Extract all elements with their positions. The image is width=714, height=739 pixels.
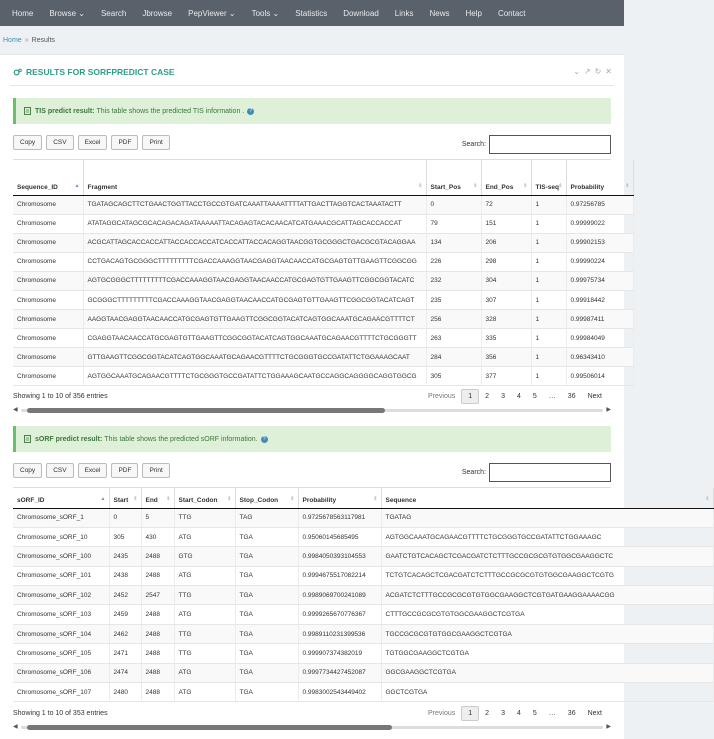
search-label: Search:: [461, 141, 486, 148]
column-header-label: Fragment: [87, 183, 118, 191]
nav-item[interactable]: Statistics: [295, 8, 328, 18]
table-cell: 0.9994675517082214: [298, 566, 381, 585]
sorf-pagination: [422, 706, 608, 721]
scroll-right-icon[interactable]: ▶: [606, 724, 611, 730]
table-cell: ACGCATTAGCACCACCATTACCACCACCATCACCATTACCACAGGTAACGGTGCGGGCTGACGCGTACAGGAA: [83, 233, 426, 252]
table-cell: ATG: [174, 566, 235, 585]
last-page-button[interactable]: 36: [567, 393, 576, 400]
table-cell: 0.99987411: [566, 310, 633, 329]
table-cell: 79: [426, 214, 481, 233]
table-row[interactable]: [13, 329, 633, 348]
page-button[interactable]: 4: [516, 710, 521, 717]
table-cell: 298: [481, 252, 531, 271]
table-cell: 0.96343410: [566, 348, 633, 367]
table-cell: 328: [481, 310, 531, 329]
file-icon: [24, 435, 31, 443]
table-cell: 0.9983002543449402: [298, 683, 381, 702]
table-row[interactable]: [13, 644, 713, 663]
table-cell: 1: [531, 195, 566, 214]
table-cell: 0.99999022: [566, 214, 633, 233]
column-header-label: Sequence_ID: [17, 183, 58, 191]
tis-table: [13, 159, 630, 385]
table-cell: 335: [481, 329, 531, 348]
table-cell: TGA: [235, 663, 298, 682]
table-cell: 2488: [141, 566, 174, 585]
table-cell: 5: [141, 508, 174, 527]
table-cell: 1: [531, 310, 566, 329]
panel-tools: [573, 67, 612, 76]
last-page-button[interactable]: 36: [567, 710, 576, 717]
page-button[interactable]: 5: [532, 393, 537, 400]
table-cell: 226: [426, 252, 481, 271]
sort-icon: ⇕: [418, 182, 423, 189]
column-header[interactable]: [174, 488, 235, 508]
sorf-alert-text: This table shows the predicted sORF information.: [104, 435, 258, 443]
page-button[interactable]: 2: [485, 393, 490, 400]
table-cell: TGA: [235, 547, 298, 566]
table-cell: TGA: [235, 683, 298, 702]
table-cell: 2480: [109, 683, 141, 702]
column-header[interactable]: [481, 160, 531, 195]
table-cell: 0.9989069700241089: [298, 586, 381, 605]
table-cell: Chromosome_sORF_101: [13, 566, 109, 585]
column-header[interactable]: [566, 160, 633, 195]
copy-button[interactable]: Copy: [13, 463, 42, 478]
tis-horizontal-scrollbar[interactable]: [13, 407, 611, 414]
table-cell: 256: [426, 310, 481, 329]
table-cell: 1: [531, 329, 566, 348]
nav-item[interactable]: Tools ⌄: [251, 8, 280, 18]
scroll-right-icon[interactable]: ▶: [606, 407, 611, 413]
table-row[interactable]: [13, 233, 633, 252]
table-cell: GTTGAAGTTCGGCGGTACATCAGTGGCAAATGCAGAACGTTTTCTGCGGGTGCCGATATTCTGGAAAGCAAT: [83, 348, 426, 367]
table-cell: 2459: [109, 605, 141, 624]
tis-table-info: Showing 1 to 10 of 356 entries: [13, 393, 108, 400]
pager-ellipsis: …: [548, 710, 556, 717]
help-icon[interactable]: ?: [249, 107, 253, 114]
title-divider: [10, 85, 614, 86]
sorf-alert-title: sORF predict result:: [35, 435, 103, 443]
table-cell: 0: [109, 508, 141, 527]
table-cell: Chromosome: [13, 214, 83, 233]
table-cell: TGCCGCGCGTGTGGCGAAGGCTCGTGA: [381, 624, 713, 643]
sort-icon: ⇕: [558, 182, 563, 189]
table-cell: Chromosome: [13, 310, 83, 329]
table-row[interactable]: [13, 527, 713, 546]
table-cell: ATG: [174, 527, 235, 546]
table-cell: 305: [426, 367, 481, 386]
table-row[interactable]: [13, 271, 633, 290]
table-cell: CGAGGTAACAACCATGCGAGTGTTGAAGTTCGGCGGTACATCAGTGGCAAATGCAGAACGTTTTCTGCGGGTT: [83, 329, 426, 348]
table-cell: Chromosome: [13, 271, 83, 290]
table-cell: Chromosome_sORF_107: [13, 683, 109, 702]
table-cell: TAG: [235, 508, 298, 527]
nav-item[interactable]: Home: [12, 8, 34, 18]
column-header[interactable]: [531, 160, 566, 195]
table-row[interactable]: [13, 348, 633, 367]
column-header[interactable]: [83, 160, 426, 195]
file-icon: [24, 107, 31, 115]
table-cell: 2488: [141, 624, 174, 643]
table-cell: TCTGTCACAGCTCGACGATCTCTTTGCCGCGCGTGTGGCGAAGGCTCGTG: [381, 566, 713, 585]
table-cell: 0.999907374382019: [298, 644, 381, 663]
tis-export-buttons: [13, 135, 170, 150]
table-row[interactable]: [13, 290, 633, 309]
table-cell: ATATAGGCATAGCGCACAGACAGATAAAAATTACAGAGTACACAACATCATGAAACGCATTAGCACCACCAT: [83, 214, 426, 233]
collapse-icon[interactable]: ⌄: [573, 67, 580, 76]
table-cell: 356: [481, 348, 531, 367]
table-cell: GGCTCGTGA: [381, 683, 713, 702]
breadcrumb-separator: »: [24, 36, 29, 44]
sort-icon: ⇕: [705, 495, 710, 502]
table-cell: Chromosome_sORF_104: [13, 624, 109, 643]
table-cell: 284: [426, 348, 481, 367]
column-header[interactable]: [235, 488, 298, 508]
nav-item[interactable]: PepViewer ⌄: [188, 8, 236, 18]
sort-icon: ⇕: [523, 182, 528, 189]
table-cell: TGA: [235, 644, 298, 663]
sort-icon: ⇕: [166, 495, 171, 502]
nav-item[interactable]: Search: [100, 8, 127, 18]
table-cell: Chromosome_sORF_103: [13, 605, 109, 624]
table-cell: GAATCTGTCACAGCTCGACGATCTCTTTGCCGCGCGTGTGGCGAAGGCTC: [381, 547, 713, 566]
table-cell: TGA: [235, 566, 298, 585]
help-icon[interactable]: ?: [262, 435, 266, 442]
nav-item[interactable]: Browse ⌄: [49, 8, 85, 18]
table-cell: TGATAGCAGCTTCTGAACTGGTTACCTGCCGTGATCAAATTAAAATTTTATTGACTTAGGTCACTAAATACTT: [83, 195, 426, 214]
table-cell: TTG: [174, 508, 235, 527]
table-cell: 151: [481, 214, 531, 233]
sorf-table: [13, 487, 710, 701]
next-page-button[interactable]: Next: [587, 393, 602, 400]
table-cell: Chromosome_sORF_1: [13, 508, 109, 527]
table-cell: 263: [426, 329, 481, 348]
page-button[interactable]: 1: [461, 389, 479, 404]
table-cell: 1: [531, 271, 566, 290]
pager-ellipsis: …: [548, 393, 556, 400]
column-header[interactable]: [426, 160, 481, 195]
table-cell: TGA: [235, 624, 298, 643]
next-page-button[interactable]: Next: [587, 710, 602, 717]
panel-title-text: RESULTS FOR SORFPREDICT CASE: [26, 67, 175, 77]
refresh-icon[interactable]: ↻: [594, 67, 602, 76]
table-cell: GTG: [174, 547, 235, 566]
sort-icon: ⇕: [290, 495, 295, 502]
table-cell: 1: [531, 348, 566, 367]
pdf-button[interactable]: PDF: [111, 463, 138, 478]
table-cell: 0.99984049: [566, 329, 633, 348]
close-icon[interactable]: ✕: [605, 67, 612, 76]
column-header-label: Probability: [570, 183, 605, 191]
page-button[interactable]: 5: [532, 710, 537, 717]
table-row[interactable]: [13, 310, 633, 329]
column-header-label: Stop_Codon: [239, 496, 279, 504]
column-header[interactable]: [381, 488, 713, 508]
scrollbar-thumb[interactable]: [27, 725, 392, 730]
column-header-label: Start: [113, 496, 129, 504]
breadcrumb-current: Results: [31, 36, 55, 44]
table-cell: 0.99918442: [566, 290, 633, 309]
table-cell: Chromosome: [13, 329, 83, 348]
breadcrumb: [0, 26, 624, 54]
table-cell: Chromosome_sORF_10: [13, 527, 109, 546]
table-cell: 2435: [109, 547, 141, 566]
nav-item[interactable]: Links: [394, 8, 414, 18]
table-cell: Chromosome: [13, 252, 83, 271]
table-cell: Chromosome_sORF_105: [13, 644, 109, 663]
nav-item[interactable]: Jbrowse: [142, 8, 173, 18]
table-cell: TGA: [235, 586, 298, 605]
table-cell: 0.9984050393104553: [298, 547, 381, 566]
table-cell: ACGATCTCTTTGCCGCGCGTGTGGCGAAGGCTCGTGATGAAGGAAAACGG: [381, 586, 713, 605]
table-cell: 235: [426, 290, 481, 309]
table-cell: 2488: [141, 605, 174, 624]
column-header-label: sORF_ID: [17, 496, 45, 504]
sort-icon: ⇕: [625, 182, 630, 189]
table-cell: 0.9989110231399536: [298, 624, 381, 643]
table-cell: 0.99990224: [566, 252, 633, 271]
table-cell: TGA: [235, 527, 298, 546]
table-cell: TGA: [235, 605, 298, 624]
table-row[interactable]: [13, 508, 713, 527]
table-cell: 430: [141, 527, 174, 546]
column-header-label: Start_Codon: [178, 496, 218, 504]
table-cell: 305: [109, 527, 141, 546]
table-cell: 1: [531, 367, 566, 386]
table-cell: 0.99975734: [566, 271, 633, 290]
scroll-left-icon[interactable]: ◀: [13, 724, 18, 730]
table-cell: TTG: [174, 586, 235, 605]
sorf-export-buttons: [13, 463, 170, 478]
table-cell: 1: [531, 233, 566, 252]
table-cell: 72: [481, 195, 531, 214]
table-cell: 307: [481, 290, 531, 309]
tis-alert-title: TIS predict result:: [35, 107, 95, 115]
page-button[interactable]: 3: [501, 393, 505, 400]
table-cell: 2452: [109, 586, 141, 605]
table-cell: 0.9997734427452087: [298, 663, 381, 682]
table-cell: AGTGGCAAATGCAGAACGTTTTCTGCGGGTGCCGATATTCTGGAAAGC: [381, 527, 713, 546]
table-cell: 2488: [141, 683, 174, 702]
table-cell: 206: [481, 233, 531, 252]
table-cell: Chromosome: [13, 348, 83, 367]
table-row[interactable]: [13, 586, 713, 605]
table-cell: ATG: [174, 683, 235, 702]
table-cell: AGTGCGGGCTTTTTTTTTCGACCAAAGGTAACGAGGTAACAACCATGCGAGTGTTGAAGTTCGGCGGTACATC: [83, 271, 426, 290]
table-cell: Chromosome: [13, 367, 83, 386]
table-cell: 377: [481, 367, 531, 386]
table-cell: 304: [481, 271, 531, 290]
table-cell: 0.9999265670776367: [298, 605, 381, 624]
table-row[interactable]: [13, 547, 713, 566]
column-header[interactable]: [13, 488, 109, 508]
tis-alert-text: This table shows the predicted TIS information .: [96, 107, 245, 115]
sort-icon: ⇕: [133, 495, 138, 502]
table-row[interactable]: [13, 214, 633, 233]
sorf-alert: [13, 426, 611, 452]
sort-icon: ⇕: [373, 495, 378, 502]
nav-item[interactable]: Download: [343, 8, 379, 18]
table-row[interactable]: [13, 663, 713, 682]
table-cell: Chromosome_sORF_102: [13, 586, 109, 605]
table-cell: 2488: [141, 663, 174, 682]
sort-icon: ⇕: [227, 495, 232, 502]
top-navbar: [0, 0, 624, 26]
csv-button[interactable]: CSV: [46, 135, 73, 150]
table-cell: 0: [426, 195, 481, 214]
table-cell: 1: [531, 214, 566, 233]
table-cell: ATG: [174, 663, 235, 682]
table-cell: TGATAG: [381, 508, 713, 527]
table-cell: Chromosome: [13, 290, 83, 309]
table-cell: TTG: [174, 624, 235, 643]
search-label: Search:: [461, 469, 486, 476]
table-cell: CTTTGCCGCGCGTGTGGCGAAGGCTCGTGA: [381, 605, 713, 624]
table-cell: 2471: [109, 644, 141, 663]
previous-page-button[interactable]: Previous: [428, 710, 456, 717]
csv-button[interactable]: CSV: [46, 463, 73, 478]
page-button[interactable]: 2: [485, 710, 490, 717]
table-cell: Chromosome_sORF_106: [13, 663, 109, 682]
table-row[interactable]: [13, 605, 713, 624]
sort-icon: ▲: [74, 182, 80, 189]
print-button[interactable]: Print: [142, 135, 169, 150]
sort-icon: ⇕: [473, 182, 478, 189]
table-cell: AGTGGCAAATGCAGAACGTTTTCTGCGGGTGCCGATATTCTGGAAAGCAATGCCAGGCAGGGGCAGGTGGCG: [83, 367, 426, 386]
table-cell: 1: [531, 252, 566, 271]
table-cell: CCTGACAGTGCGGGCTTTTTTTTTCGACCAAAGGTAACGAGGTAACAACCATGCGAGTGTTGAAGTTCGGCGG: [83, 252, 426, 271]
breadcrumb-home-link[interactable]: Home: [3, 36, 22, 44]
column-header-label: End: [145, 496, 158, 504]
tis-search: [462, 135, 611, 154]
page-button[interactable]: 4: [516, 393, 521, 400]
nav-item[interactable]: Contact: [497, 8, 526, 18]
table-cell: 2547: [141, 586, 174, 605]
copy-button[interactable]: Copy: [13, 135, 42, 150]
table-row[interactable]: [13, 367, 633, 386]
column-header-label: Start_Pos: [430, 183, 461, 191]
table-cell: 232: [426, 271, 481, 290]
table-cell: GGCGAAGGCTCGTGA: [381, 663, 713, 682]
scrollbar-thumb[interactable]: [27, 408, 385, 413]
table-row[interactable]: [13, 566, 713, 585]
column-header-label: End_Pos: [485, 183, 514, 191]
expand-icon[interactable]: ↗: [583, 67, 591, 76]
table-cell: 0.99506014: [566, 367, 633, 386]
page-button[interactable]: 3: [501, 710, 505, 717]
cogs-icon: [13, 68, 22, 77]
table-row[interactable]: [13, 195, 633, 214]
tis-alert: [13, 98, 611, 124]
column-header[interactable]: [141, 488, 174, 508]
table-cell: 0.95060145685495: [298, 527, 381, 546]
column-header[interactable]: [298, 488, 381, 508]
table-row[interactable]: [13, 252, 633, 271]
table-cell: 2438: [109, 566, 141, 585]
table-cell: 0.97256785: [566, 195, 633, 214]
tis-search-input[interactable]: [489, 135, 611, 154]
column-header-label: Sequence: [385, 496, 417, 504]
nav-item[interactable]: Help: [465, 8, 482, 18]
sorf-horizontal-scrollbar[interactable]: [13, 724, 611, 731]
column-header[interactable]: [13, 160, 83, 195]
table-cell: Chromosome_sORF_100: [13, 547, 109, 566]
nav-item[interactable]: News: [429, 8, 450, 18]
table-cell: AAGGTAACGAGGTAACAACCATGCGAGTGTTGAAGTTCGGCGGTACATCAGTGGCAAATGCAGAACGTTTTCT: [83, 310, 426, 329]
table-cell: GCGGGCTTTTTTTTTCGACCAAAGGTAACGAGGTAACAACCATGCGAGTGTTGAAGTTCGGCGGTACATCAGT: [83, 290, 426, 309]
table-row[interactable]: [13, 683, 713, 702]
column-header-label: Probability: [302, 496, 337, 504]
table-row[interactable]: [13, 624, 713, 643]
column-header[interactable]: [109, 488, 141, 508]
results-panel: [0, 54, 710, 739]
column-header-label: TIS-seq: [535, 183, 559, 191]
print-button[interactable]: Print: [142, 463, 169, 478]
table-cell: 2488: [141, 644, 174, 663]
previous-page-button[interactable]: Previous: [428, 393, 456, 400]
table-cell: 0.9725678563117981: [298, 508, 381, 527]
table-cell: 134: [426, 233, 481, 252]
table-cell: Chromosome: [13, 195, 83, 214]
table-cell: 2474: [109, 663, 141, 682]
table-cell: Chromosome: [13, 233, 83, 252]
table-cell: 1: [531, 290, 566, 309]
pdf-button[interactable]: PDF: [111, 135, 138, 150]
excel-button[interactable]: Excel: [78, 463, 108, 478]
table-cell: ATG: [174, 605, 235, 624]
page-button[interactable]: 1: [461, 706, 479, 721]
scroll-left-icon[interactable]: ◀: [13, 407, 18, 413]
sort-icon: ▲: [100, 495, 106, 502]
tis-pagination: [422, 389, 608, 404]
panel-title: [13, 67, 175, 77]
table-cell: TGTGGCGAAGGCTCGTGA: [381, 644, 713, 663]
table-cell: TTG: [174, 644, 235, 663]
sorf-search-input[interactable]: [489, 463, 611, 482]
table-cell: 2462: [109, 624, 141, 643]
excel-button[interactable]: Excel: [78, 135, 108, 150]
sorf-search: [462, 463, 611, 482]
sorf-table-info: Showing 1 to 10 of 353 entries: [13, 710, 108, 717]
table-cell: 2488: [141, 547, 174, 566]
table-cell: 0.99902153: [566, 233, 633, 252]
